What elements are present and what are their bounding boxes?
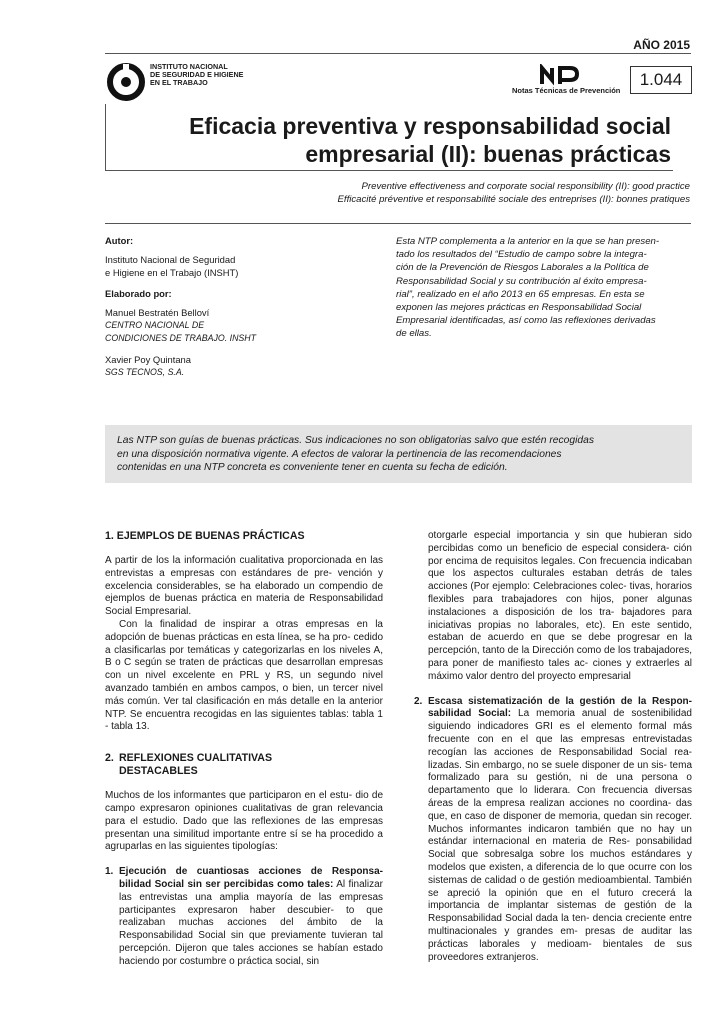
text-line: A partir de los la información cualitativa proporcionada [105, 555, 352, 566]
person-org: CONDICIONES DE TRABAJO. INSHT [105, 333, 257, 343]
text-line: relevancia para el estudio. Dado que las reflexiones de [105, 802, 383, 827]
right-column [414, 530, 692, 964]
text-line: adopción de buenas prácticas en esta línea, se ha pro- [105, 631, 351, 643]
text-line: dio de campo expresaron opiniones cualitativas de gran [105, 790, 384, 814]
list-number: 2. [414, 695, 423, 707]
text-line: los niveles A, B o C según se traten de prácticas que [105, 644, 383, 669]
section-1-heading: 1. EJEMPLOS DE BUENAS PRÁCTICAS [105, 530, 305, 542]
text-line: Al [333, 878, 346, 890]
text-line: se ha procedido a agruparlas en las siguientes tipologías: [105, 828, 383, 853]
text-line: de Responsabilidad Social Empresarial. [105, 593, 384, 618]
title-line: Eficacia preventiva y responsabilidad social [189, 113, 671, 139]
abstract-line: Esta NTP complementa a la anterior en la que se han presen- [396, 236, 660, 247]
abstract-line: tado los resultados del “Estudio de campo sobre la integra- [396, 249, 647, 261]
text-line: en las entrevistas a empresas con estándares de pre- [105, 555, 384, 579]
list-item-title: Escasa sistematización de la gestión de la Respon- [428, 695, 692, 707]
text-line: compendio de ejemplos de buenas práctica en materia [105, 580, 384, 605]
title-line: empresarial (II): buenas prácticas [305, 141, 671, 167]
text-line: Responsabilidad Social sin que previamente tuvieran [119, 930, 368, 942]
list-item-title: sabilidad Social: [428, 708, 512, 720]
abstract-line: ción de la Prevención de Riesgos Laborales a la Política de [396, 262, 649, 274]
text-line: Muchos de los informantes que participaron en el estu- [105, 790, 353, 802]
prepared-heading: Elaborado por: [105, 288, 172, 299]
text-line: frecuente con en el que las empresas entrevistadas [428, 733, 692, 745]
text-line: tal percepción. Dijeron que tales acciones se habían [119, 930, 383, 954]
institute-line: EN EL TRABAJO [150, 78, 208, 88]
text-line: desarrollan empresas con un nivel excelente en PRL y RS, [105, 657, 383, 682]
text-line: departamento que lo liderara. Con frecuencia diversas [428, 785, 692, 797]
person-org: SGS TECNOS, S.A. [105, 367, 185, 377]
section-2-heading [105, 752, 383, 778]
section-1-paragraph [105, 619, 383, 734]
person-name: Xavier Poy Quintana [105, 354, 191, 365]
text-line: que ocurre con los sistemas de calidad o de gestión [428, 861, 692, 886]
text-line: ponsabilidad Social que sobresalga sobre los muchos [428, 836, 692, 861]
section-1-paragraph [105, 555, 383, 619]
list-item [414, 696, 692, 965]
author-line: Instituto Nacional de Seguridad [105, 254, 236, 265]
institute-line: DE SEGURIDAD E HIGIENE [150, 70, 244, 80]
subtitle-fr: Efficacité préventive et responsabilité sociale des entreprises (II): bonnes pratiques [337, 194, 690, 205]
person-name: Manuel Bestratén Belloví [105, 307, 210, 318]
text-line: siguiendo indicadores GRI es el elemento formal más [428, 721, 692, 733]
abstract-line: Empresarial identificadas, así como las reflexiones derivadas [396, 315, 656, 327]
authors-block [105, 234, 375, 379]
institute-name [150, 63, 243, 88]
abstract-line: de ellas. [396, 328, 432, 340]
abstract-line: Responsabilidad Social y su contribución al éxito empresa- [396, 275, 647, 287]
list-item-continuation [414, 530, 692, 684]
text-line: La memoria anual de sostenibilidad [511, 708, 692, 720]
text-line: ción por encima de requisitos legales. Con frecuencia [428, 542, 692, 567]
abstract-line: rial”, realizado en el año 2013 en 65 empresas. En esta se [396, 288, 645, 300]
text-line: lizadas. Sin embargo, no se suele disponer de un sis- [428, 759, 667, 771]
text-line: estado haciendo por costumbre o práctica social, sin [119, 942, 383, 967]
text-line: En este sentido, estaban de acuerdo en que se debe [428, 619, 693, 644]
text-line: el futuro crecerá la importancia de implantar sistemas [428, 887, 692, 912]
list-item-text [119, 866, 383, 968]
text-line: bajadores para iniciativas propias no laborales, etc). [428, 606, 692, 631]
left-column [105, 530, 383, 969]
text-line: progresar en la percepción, tanto de la Dirección como [428, 632, 693, 657]
page-title [111, 112, 671, 168]
text-line: de gestión de la Responsabilidad Social dada la ten- [428, 900, 692, 925]
insht-logo-icon [106, 62, 146, 102]
text-line: tivas, horarios flexibles para trabajadores con hijos, [428, 581, 693, 605]
ntp-number: 1.044 [630, 66, 692, 94]
text-line: presas de auditar las prácticas laborales y medioam- [428, 925, 692, 950]
ntp-label: Notas Técnicas de Prevención [512, 86, 621, 95]
list-item-title: bilidad Social sin ser percibidas como tales: [119, 878, 334, 890]
heading-line: REFLEXIONES CUALITATIVAS [119, 752, 273, 765]
mid-divider [105, 223, 691, 224]
section-2-number: 2. [105, 752, 114, 765]
text-line: indicaban que los aspectos culturales estaban detrás [428, 555, 692, 580]
text-line: de tales acciones (Por ejemplo: Celebraciones colec- [428, 568, 693, 593]
text-line: áreas de la empresa realizan acciones no coordina- [428, 797, 672, 809]
list-number: 1. [105, 866, 114, 878]
ntp-logo-icon [540, 64, 580, 86]
text-line: finalizar las entrevistas una amplia mayoría de las [119, 878, 383, 903]
person-org: CENTRO NACIONAL DE [105, 320, 205, 330]
abstract [396, 235, 692, 341]
text-line: bien, un tercer nivel más común. Ver tal clasificación en [105, 682, 383, 707]
text-line: ciones y extraerles al máximo valor dentro del proyecto [428, 657, 693, 682]
list-item [105, 866, 383, 968]
text-line: más detalle en la anterior NTP. Se encuentra recogidas [105, 695, 383, 720]
top-divider [105, 53, 691, 54]
abstract-line: exponen las mejores prácticas en Responsabilidad Social [396, 302, 642, 314]
text-line: empresarial [578, 670, 631, 682]
author-heading: Autor: [105, 235, 134, 246]
text-line: to que realizaban muchas acciones del ámbito de la [119, 904, 383, 929]
text-line: cedido a clasificarlas por temáticas y categorizarlas en [105, 631, 384, 656]
text-line: bientales de sus proveedores extranjeros. [428, 938, 692, 963]
text-line: otorgarle especial importancia y sin que hubieran sido [428, 530, 692, 541]
text-line: empresas participantes expresaron haber descubier- [119, 891, 383, 916]
text-line: percibidas como un beneficio de especial considera- [428, 542, 670, 554]
section-2-paragraph [105, 790, 383, 854]
translated-titles [110, 180, 690, 206]
text-line: en las siguientes tablas: tabla 1 - tabla 13. [105, 708, 383, 733]
text-line: medioambiental. También se apreció la opinión que en [428, 874, 692, 899]
list-item-title: Ejecución de cuantiosas acciones de Responsa- [119, 866, 383, 878]
text-line: poner algunas instalaciones a disposición de los tra- [428, 593, 692, 618]
author-line: e Higiene en el Trabajo (INSHT) [105, 267, 239, 278]
notice-box [105, 425, 692, 483]
text-line: recogían las acciones de Responsabilidad Social rea- [428, 746, 692, 758]
text-line: las empresas presentan una similitud importante entre sí [105, 815, 384, 840]
text-line: das que, en caso de disponer de memoria, quedan sin [428, 797, 692, 822]
institute-line: INSTITUTO NACIONAL [150, 62, 228, 71]
year-label: AÑO 2015 [633, 38, 690, 52]
text-line: Con la finalidad de inspirar a otras empresas en la [119, 618, 383, 630]
text-line: un segundo nivel avanzado también en ambos campos, o [105, 670, 383, 694]
subtitle-en: Preventive effectiveness and corporate social responsibility (II): good practice [361, 181, 690, 192]
text-line: estándares y modelos que existen, a diferencia de lo [428, 849, 692, 873]
notice-line: Las NTP son guías de buenas prácticas. Sus indicaciones no son obligatorias salvo que estén recogidas [117, 435, 594, 446]
text-line: no hay un estándar internacional en materia de Res- [428, 823, 692, 848]
text-line: tema formalizado para su gestión, ni de una persona o [428, 759, 693, 784]
text-line: dencia creciente entre multinacionales y grandes em- [428, 913, 692, 937]
notice-line: contenidas en una NTP concreta es conveniente tener en cuenta su fecha de edición. [117, 462, 508, 474]
heading-line: DESTACABLES [119, 765, 198, 778]
notice-line: en una disposición normativa vigente. A efectos de valorar la pertinencia de las recomendaciones [117, 448, 562, 460]
list-item-text [428, 696, 692, 965]
text-line: vención y excelencia considerables, se ha elaborado un [105, 567, 384, 592]
text-line: de los trabajadores, para poner de manifiesto tales ac- [428, 645, 692, 669]
text-line: recoger. Muchos informantes indicaron también que [428, 810, 693, 835]
